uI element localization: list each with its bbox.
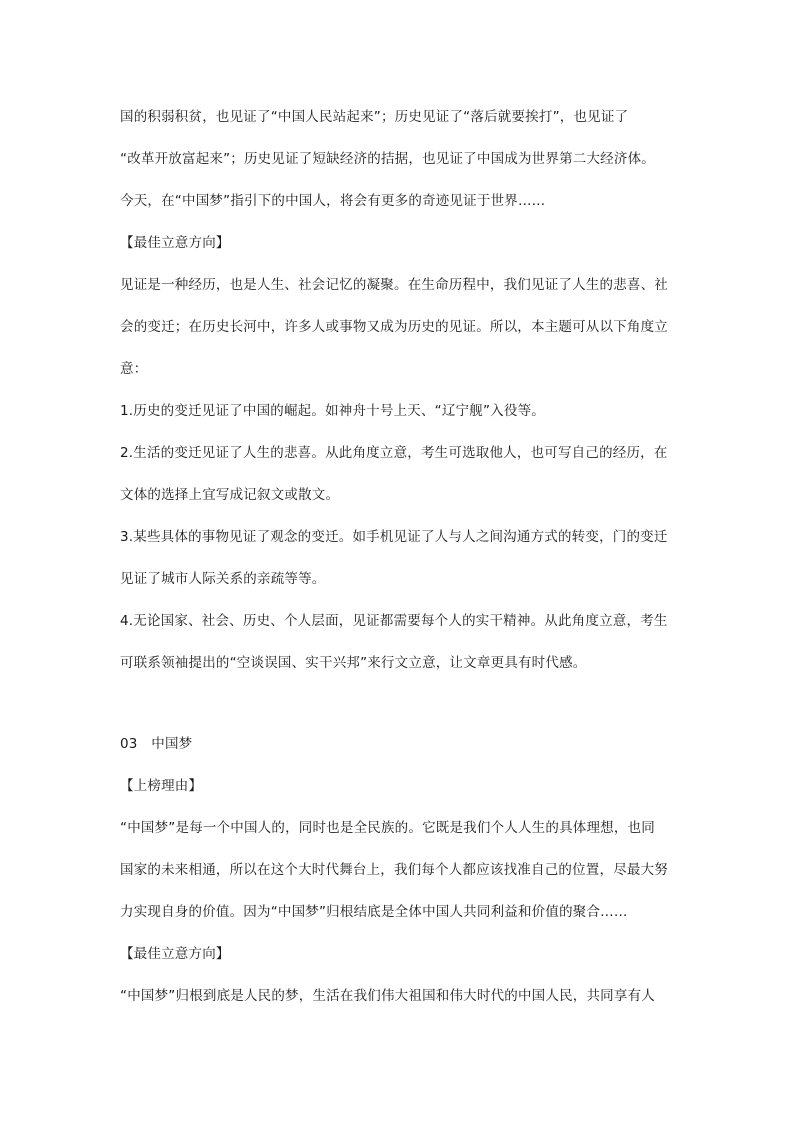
heading-text: 【上榜理由】 (120, 778, 203, 794)
text-line: 力实现自身的价值。因为“中国梦”归根结底是全体中国人共同利益和价值的聚合…… (120, 904, 628, 920)
text-line: 可联系领袖提出的“空谈误国、实干兴邦”来行文立意，让文章更具有时代感。 (120, 655, 587, 671)
text-line: 国家的未来相通，所以在这个大时代舞台上，我们每个人都应该找准自己的位置，尽最大努 (120, 862, 668, 878)
text-line: 会的变迁；在历史长河中，许多人或事物又成为历史的见证。所以，本主题可从以下角度立 (120, 319, 668, 335)
list-item-1 (120, 390, 680, 432)
text-line: 国的积弱积贫，也见证了“中国人民站起来”；历史见证了“落后就要挨打”，也见证了 (120, 109, 629, 125)
paragraph-china-dream-direction (120, 975, 680, 1017)
text-line: 3.某些具体的事物见证了观念的变迁。如手机见证了人与人之间沟通方式的转变，门的变迁 (120, 529, 668, 545)
text-line: 见证了城市人际关系的亲疏等等。 (120, 571, 326, 587)
paragraph-history-witness (120, 96, 680, 222)
text-line: 2.生活的变迁见证了人生的悲喜。从此角度立意，考生可选取他人，也可写自己的经历，在 (120, 445, 668, 461)
text-line: “改革开放富起来”；历史见证了短缺经济的拮据，也见证了中国成为世界第二大经济体。 (120, 151, 655, 167)
section-title-china-dream (120, 723, 680, 765)
section-heading-best-direction (120, 222, 680, 264)
list-item-3 (120, 516, 680, 600)
text-line: “中国梦”是每一个中国人的，同时也是全民族的。它既是我们个人人生的具体理想，也同 (120, 820, 655, 836)
text-line: 1.历史的变迁见证了中国的崛起。如神舟十号上天、“辽宁舰”入役等。 (120, 403, 545, 419)
text-line: “中国梦”归根到底是人民的梦，生活在我们伟大祖国和伟大时代的中国人民，共同享有人 (120, 988, 655, 1004)
section-heading-best-direction-2 (120, 933, 680, 975)
text-line: 文体的选择上宜写成记叙文或散文。 (120, 487, 340, 503)
list-item-2 (120, 432, 680, 516)
text-line: 意： (120, 361, 148, 377)
text-line: 4.无论国家、社会、历史、个人层面，见证都需要每个人的实干精神。从此角度立意，考生 (120, 613, 668, 629)
section-heading-reason (120, 765, 680, 807)
heading-text: 【最佳立意方向】 (120, 946, 230, 962)
paragraph-china-dream-reason (120, 807, 680, 933)
heading-text: 【最佳立意方向】 (120, 235, 230, 251)
list-item-4 (120, 600, 680, 684)
heading-text: 03 中国梦 (120, 736, 193, 752)
paragraph-witness-intro (120, 264, 680, 390)
text-line: 见证是一种经历，也是人生、社会记忆的凝聚。在生命历程中，我们见证了人生的悲喜、社 (120, 277, 668, 293)
text-line: 今天，在“中国梦”指引下的中国人，将会有更多的奇迹见证于世界…… (120, 193, 546, 209)
